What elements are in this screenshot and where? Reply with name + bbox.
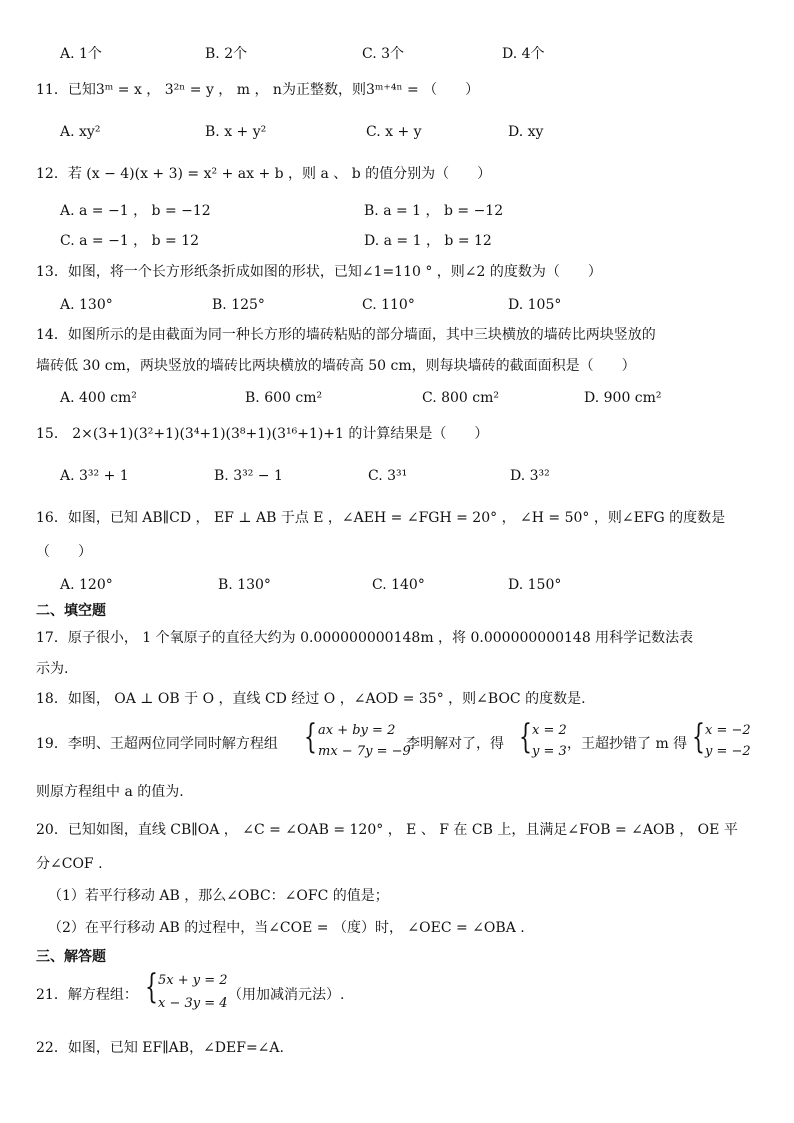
q19-sol1-x: x = 2 xyxy=(532,723,567,738)
q16-option-c: C. 140° xyxy=(372,577,425,593)
q16-stem-line1: 16．如图，已知 AB∥CD ， EF ⊥ AB 于点 E ，∠AEH = ∠FGH = 20° ， ∠H = 50° ，则∠EFG 的度数是 xyxy=(36,510,726,526)
q13-option-a: A. 130° xyxy=(60,297,113,313)
q14-option-d: D. 900 cm² xyxy=(584,390,662,406)
q12-option-c: C. a = −1 ， b = 12 xyxy=(60,233,200,249)
q11-option-a: A. xy² xyxy=(60,124,101,140)
q17-stem-line2: 示为. xyxy=(36,661,69,677)
q21-pre: 21．解方程组： xyxy=(36,987,138,1003)
q15-stem: 15． 2×(3+1)(3²+1)(3⁴+1)(3⁸+1)(3¹⁶+1)+1 的计算结果是（ ） xyxy=(36,426,489,442)
q15-option-c: C. 3³¹ xyxy=(368,468,408,484)
q14-option-c: C. 800 cm² xyxy=(422,390,500,406)
q13-option-d: D. 105° xyxy=(508,297,562,313)
q15-option-b: B. 3³² − 1 xyxy=(214,468,283,484)
q18-stem: 18．如图， OA ⊥ OB 于 O ，直线 CD 经过 O ，∠AOD = 35° ，则∠BOC 的度数是. xyxy=(36,691,586,707)
q16-stem-line2: （ ） xyxy=(36,544,92,560)
q12-option-a: A. a = −1 ， b = −12 xyxy=(60,203,211,219)
q13-stem: 13．如图，将一个长方形纸条折成如图的形状，已知∠1=110 ° ，则∠2 的度数为（ ） xyxy=(36,264,602,280)
q20-sub1: （1）若平行移动 AB ，那么∠OBC：∠OFC 的值是； xyxy=(48,888,389,904)
q16-option-b: B. 130° xyxy=(218,577,271,593)
q13-option-b: B. 125° xyxy=(212,297,265,313)
q19-eq1: ax + by = 2 xyxy=(318,723,396,738)
q10-option-b: B. 2个 xyxy=(205,46,248,62)
q19-eq2: mx − 7y = −9 xyxy=(318,744,411,759)
q19-mid2: ，王超抄错了 m 得 xyxy=(567,736,688,752)
q14-stem-line2: 墙砖低 30 cm，两块竖放的墙砖比两块横放的墙砖高 50 cm，则每块墙砖的截面面积是（ ） xyxy=(36,358,636,374)
q20-sub2: （2）在平行移动 AB 的过程中，当∠COE = （度）时， ∠OEC = ∠OBA . xyxy=(48,920,525,936)
q19-stem-line2: 则原方程组中 a 的值为. xyxy=(36,784,184,800)
q19-sol2-y: y = −2 xyxy=(705,744,751,759)
q14-option-a: A. 400 cm² xyxy=(60,390,137,406)
section-title-fill-in: 二、填空题 xyxy=(36,603,106,619)
q14-stem-line1: 14．如图所示的是由截面为同一种长方形的墙砖粘贴的部分墙面，其中三块横放的墙砖比两块竖放的 xyxy=(36,327,656,343)
q10-option-c: C. 3个 xyxy=(362,46,405,62)
q14-option-b: B. 600 cm² xyxy=(245,390,323,406)
q10-option-d: D. 4个 xyxy=(502,46,545,62)
q21-eq1: 5x + y = 2 xyxy=(158,973,228,988)
q19-system-brace: { xyxy=(304,717,317,757)
q19-sol1-brace: { xyxy=(519,717,532,757)
q16-option-a: A. 120° xyxy=(60,577,113,593)
q11-stem: 11．已知3ᵐ = x ， 3²ⁿ = y ， m ， n为正整数，则3ᵐ⁺⁴ⁿ = （ ） xyxy=(36,82,480,98)
q21-post: （用加减消元法）. xyxy=(228,987,345,1003)
q20-stem-line1: 20．已知如图，直线 CB∥OA ， ∠C = ∠OAB = 120° ， E 、 F 在 CB 上，且满足∠FOB = ∠AOB ， OE 平 xyxy=(36,822,738,838)
q21-system-brace: { xyxy=(145,967,158,1007)
q22-stem: 22．如图，已知 EF∥AB，∠DEF=∠A. xyxy=(36,1040,284,1056)
q19-pre: 19．李明、王超两位同学同时解方程组 xyxy=(36,736,278,752)
q15-option-d: D. 3³² xyxy=(510,468,550,484)
q11-option-c: C. x + y xyxy=(366,124,422,140)
q21-eq2: x − 3y = 4 xyxy=(158,996,228,1011)
q11-option-b: B. x + y² xyxy=(205,124,267,140)
q12-option-d: D. a = 1 ， b = 12 xyxy=(364,233,492,249)
q10-option-a: A. 1个 xyxy=(60,46,102,62)
q19-mid1: 李明解对了，得 xyxy=(406,736,504,752)
q20-stem-line2: 分∠COF . xyxy=(36,856,103,872)
q19-sol2-brace: { xyxy=(692,717,705,757)
q11-option-d: D. xy xyxy=(508,124,544,140)
q17-stem-line1: 17．原子很小， 1 个氧原子的直径大约为 0.000000000148m ，将 0.000000000148 用科学记数法表 xyxy=(36,630,694,646)
q19-sol2-x: x = −2 xyxy=(705,723,751,738)
q16-option-d: D. 150° xyxy=(508,577,562,593)
q19-sol1-y: y = 3 xyxy=(532,744,567,759)
q12-stem: 12．若 (x − 4)(x + 3) = x² + ax + b ，则 a 、 b 的值分别为（ ） xyxy=(36,166,492,182)
q12-option-b: B. a = 1 ， b = −12 xyxy=(364,203,504,219)
q13-option-c: C. 110° xyxy=(362,297,415,313)
q15-option-a: A. 3³² + 1 xyxy=(60,468,129,484)
section-title-answer: 三、解答题 xyxy=(36,949,106,965)
